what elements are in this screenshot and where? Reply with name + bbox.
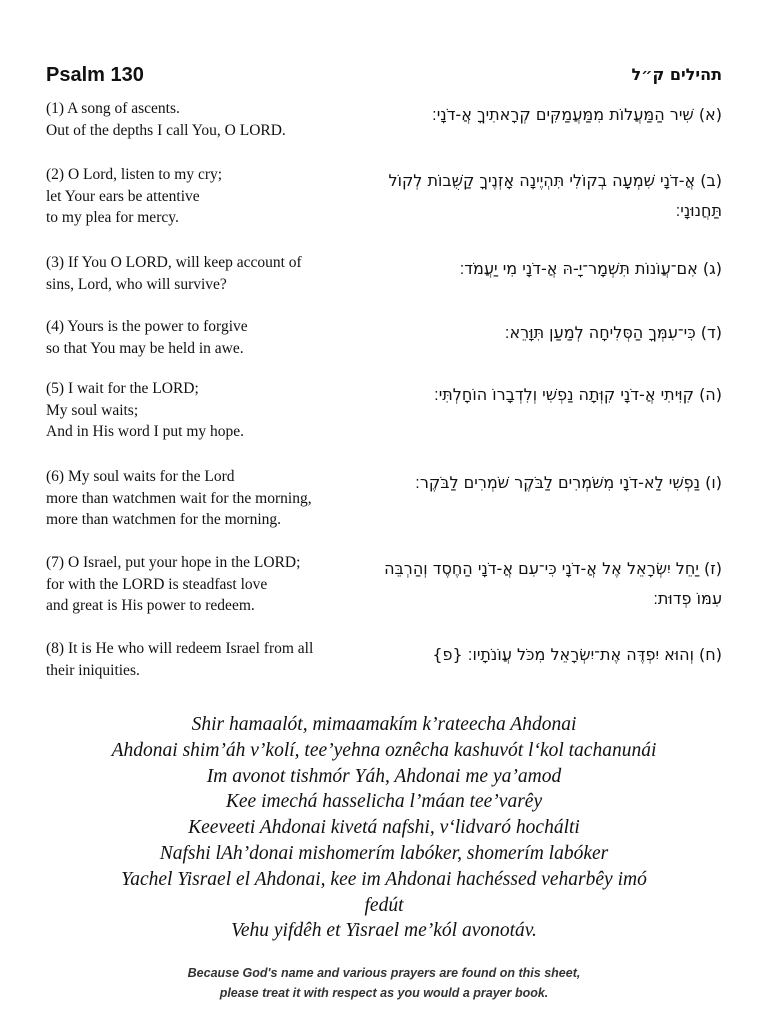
verse-english: (1) A song of ascents. Out of the depths I call You, O LORD.	[46, 100, 286, 139]
verse-row-4	[46, 316, 722, 378]
respect-notice	[46, 963, 722, 1003]
verse-english: (6) My soul waits for the Lord more than watchmen wait for the morning, more than watchmen for the morning.	[46, 468, 312, 528]
verse-english: (5) I wait for the LORD; My soul waits; And in His word I put my hope.	[46, 380, 245, 440]
verse-hebrew: (ו) נַפְשִׁי לַא-דֹנָי מִשֹּׁמְרִים לַבֹּקֶר שֹׁמְרִים לַבֹּקֶר׃	[415, 473, 722, 492]
verse-row-6	[46, 466, 722, 552]
verse-row-1	[46, 98, 722, 164]
verse-row-8	[46, 638, 722, 698]
transliteration-line: Im avonot tishmór Yáh, Ahdonai me ya’amod	[206, 765, 562, 787]
verse-english: (7) O Israel, put your hope in the LORD; for with the LORD is steadfast love and great is His power to redeem.	[46, 554, 301, 614]
page-title-hebrew: תהילים ק״ל	[631, 65, 722, 84]
verse-english: (8) It is He who will redeem Israel from all their iniquities.	[46, 640, 314, 679]
transliteration-line: Shir hamaalót, mimaamakím k’rateecha Ahdonai	[191, 714, 577, 735]
verse-hebrew: (ז) יַחֵל יִשְׂרָאֵל אֶל אֲ-דֹנָי כִּי־עִם אֲ-דֹנָי הַחֶסֶד וְהַרְבֵּה עִמּוֹ פְדוּת׃	[384, 559, 722, 608]
respect-notice-line: please treat it with respect as you would a prayer book.	[219, 986, 549, 1000]
transliteration-block	[46, 712, 722, 944]
verses-table	[46, 98, 722, 698]
transliteration-line: fedút	[364, 894, 404, 916]
verse-hebrew: (ה) קִוִּיתִי אֲ-דֹנָי קִוְּתָה נַפְשִׁי וְלִדְבָרוֹ הוֹחָלְתִּי׃	[433, 385, 722, 404]
respect-notice-line: Because God's name and various prayers are found on this sheet,	[187, 966, 581, 980]
verse-hebrew: (ד) כִּי־עִמְּךָ הַסְּלִיחָה לְמַעַן תִּוָּרֵא׃	[504, 323, 722, 342]
verse-hebrew: (ג) אִם־עֲוֺנוֹת תִּשְׁמָר־יָ-הּ אֲ-דֹנָי מִי יַעֲמֹד׃	[459, 259, 722, 278]
verse-hebrew: (ב) אֲ-דֹנָי שִׁמְעָה בְקוֹלִי תִּהְיֶינָה אָזְנֶיךָ קַשֻּׁבוֹת לְקוֹל תַּחֲנוּנָי׃	[388, 171, 722, 220]
verse-row-7	[46, 552, 722, 638]
verse-row-3	[46, 252, 722, 316]
verse-hebrew: (ח) וְהוּא יִפְדֶּה אֶת־יִשְׂרָאֵל מִכֹּל עֲוֺנֹתָיו׃ {פ}	[432, 645, 722, 664]
transliteration-line: Kee imechá hasselicha l’máan tee’varêy	[225, 791, 543, 813]
verse-row-2	[46, 164, 722, 252]
transliteration-line: Keeveeti Ahdonai kivetá nafshi, v‘lidvaró hochálti	[188, 817, 580, 839]
transliteration-line: Nafshi lAh’donai mishomerím labóker, shomerím labóker	[159, 842, 609, 864]
verse-row-5	[46, 378, 722, 466]
verse-english: (3) If You O LORD, will keep account of sins, Lord, who will survive?	[46, 254, 302, 293]
page-title-english: Psalm 130	[46, 64, 144, 86]
verse-english: (2) O Lord, listen to my cry; let Your ears be attentive to my plea for mercy.	[46, 166, 223, 226]
verse-hebrew: (א) שִׁיר הַמַּעֲלוֹת מִמַּעֲמַקִּים קְרָאתִיךָ אֲ-דֹנָי׃	[431, 105, 722, 124]
transliteration-line: Ahdonai shim’áh v’kolí, tee’yehna oznêcha kashuvót l‘kol tachanunái	[111, 739, 657, 761]
transliteration-line: Yachel Yisrael el Ahdonai, kee im Ahdonai hachéssed veharbêy imó	[121, 868, 647, 890]
transliteration-line: Vehu yifdêh et Yisrael me’kól avonotáv.	[231, 920, 537, 942]
verse-english: (4) Yours is the power to forgive so that You may be held in awe.	[46, 318, 248, 357]
